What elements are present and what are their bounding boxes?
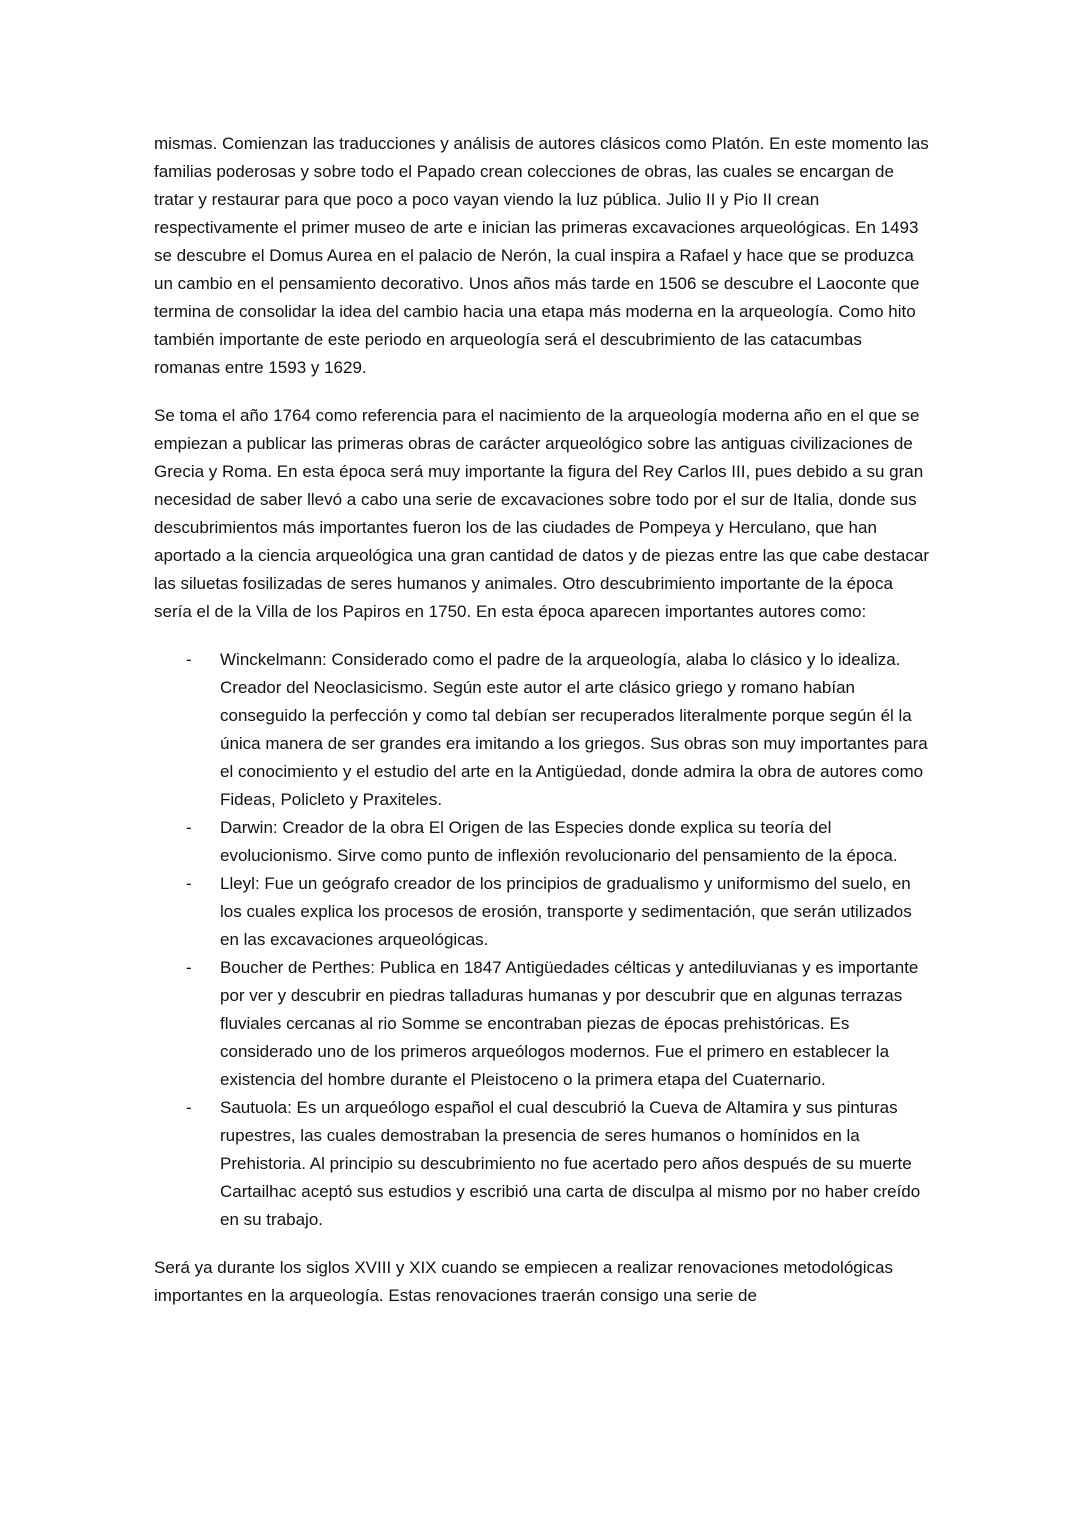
- list-item: - Lleyl: Fue un geógrafo creador de los principios de gradualismo y uniformismo del suelo, en los cuales explica los procesos de erosión, transporte y sedimentación, que serán utilizados en las excavaciones arqueológicas.: [186, 874, 912, 949]
- list-item: - Sautuola: Es un arqueólogo español el cual descubrió la Cueva de Altamira y sus pinturas rupestres, las cuales demostraban la presencia de seres humanos o homínidos en la Prehistoria. Al principio su descubrimiento no fue acertado pero años después de su muerte Cartailhac aceptó sus estudios y escribió una carta de disculpa al mismo por no haber creído en su trabajo.: [186, 1098, 921, 1229]
- list-item: - Darwin: Creador de la obra El Origen de las Especies donde explica su teoría del evolucionismo. Sirve como punto de inflexión revolucionario del pensamiento de la época.: [186, 818, 898, 865]
- list-item: - Winckelmann: Considerado como el padre de la arqueología, alaba lo clásico y lo idealiza. Creador del Neoclasicismo. Según este autor el arte clásico griego y romano habían conseguido la perfección y como tal debían ser recuperados literalmente porque según él la única manera de ser grandes era imitando a los griegos. Sus obras son muy importantes para el conocimiento y el estudio del arte en la Antigüedad, donde admira la obra de autores como Fideas, Policleto y Praxiteles.: [186, 650, 928, 809]
- document-body: [154, 130, 929, 1330]
- authors-list: [154, 646, 929, 1234]
- paragraph: Será ya durante los siglos XVIII y XIX cuando se empiecen a realizar renovaciones metodológicas importantes en la arqueología. Estas renovaciones traerán consigo una serie de: [154, 1258, 893, 1305]
- paragraph: Se toma el año 1764 como referencia para el nacimiento de la arqueología moderna año en el que se empiezan a publicar las primeras obras de carácter arqueológico sobre las antiguas civilizaciones de Grecia y Roma. En esta época será muy importante la figura del Rey Carlos III, pues debido a su gran necesidad de saber llevó a cabo una serie de excavaciones sobre todo por el sur de Italia, donde sus descubrimientos más importantes fueron los de las ciudades de Pompeya y Herculano, que han aportado a la ciencia arqueológica una gran cantidad de datos y de piezas entre las que cabe destacar las siluetas fosilizadas de seres humanos y animales. Otro descubrimiento importante de la época sería el de la Villa de los Papiros en 1750. En esta época aparecen importantes autores como:: [154, 406, 929, 621]
- list-item: - Boucher de Perthes: Publica en 1847 Antigüedades célticas y antediluvianas y es importante por ver y descubrir en piedras talladuras humanas y por descubrir que en algunas terrazas fluviales cercanas al rio Somme se encontraban piezas de épocas prehistóricas. Es considerado uno de los primeros arqueólogos modernos. Fue el primero en establecer la existencia del hombre durante el Pleistoceno o la primera etapa del Cuaternario.: [186, 958, 919, 1089]
- paragraph: mismas. Comienzan las traducciones y análisis de autores clásicos como Platón. En este momento las familias poderosas y sobre todo el Papado crean colecciones de obras, las cuales se encargan de tratar y restaurar para que poco a poco vayan viendo la luz pública. Julio II y Pio II crean respectivamente el primer museo de arte e inician las primeras excavaciones arqueológicas. En 1493 se descubre el Domus Aurea en el palacio de Nerón, la cual inspira a Rafael y hace que se produzca un cambio en el pensamiento decorativo. Unos años más tarde en 1506 se descubre el Laoconte que termina de consolidar la idea del cambio hacia una etapa más moderna en la arqueología. Como hito también importante de este periodo en arqueología será el descubrimiento de las catacumbas romanas entre 1593 y 1629.: [154, 134, 929, 377]
